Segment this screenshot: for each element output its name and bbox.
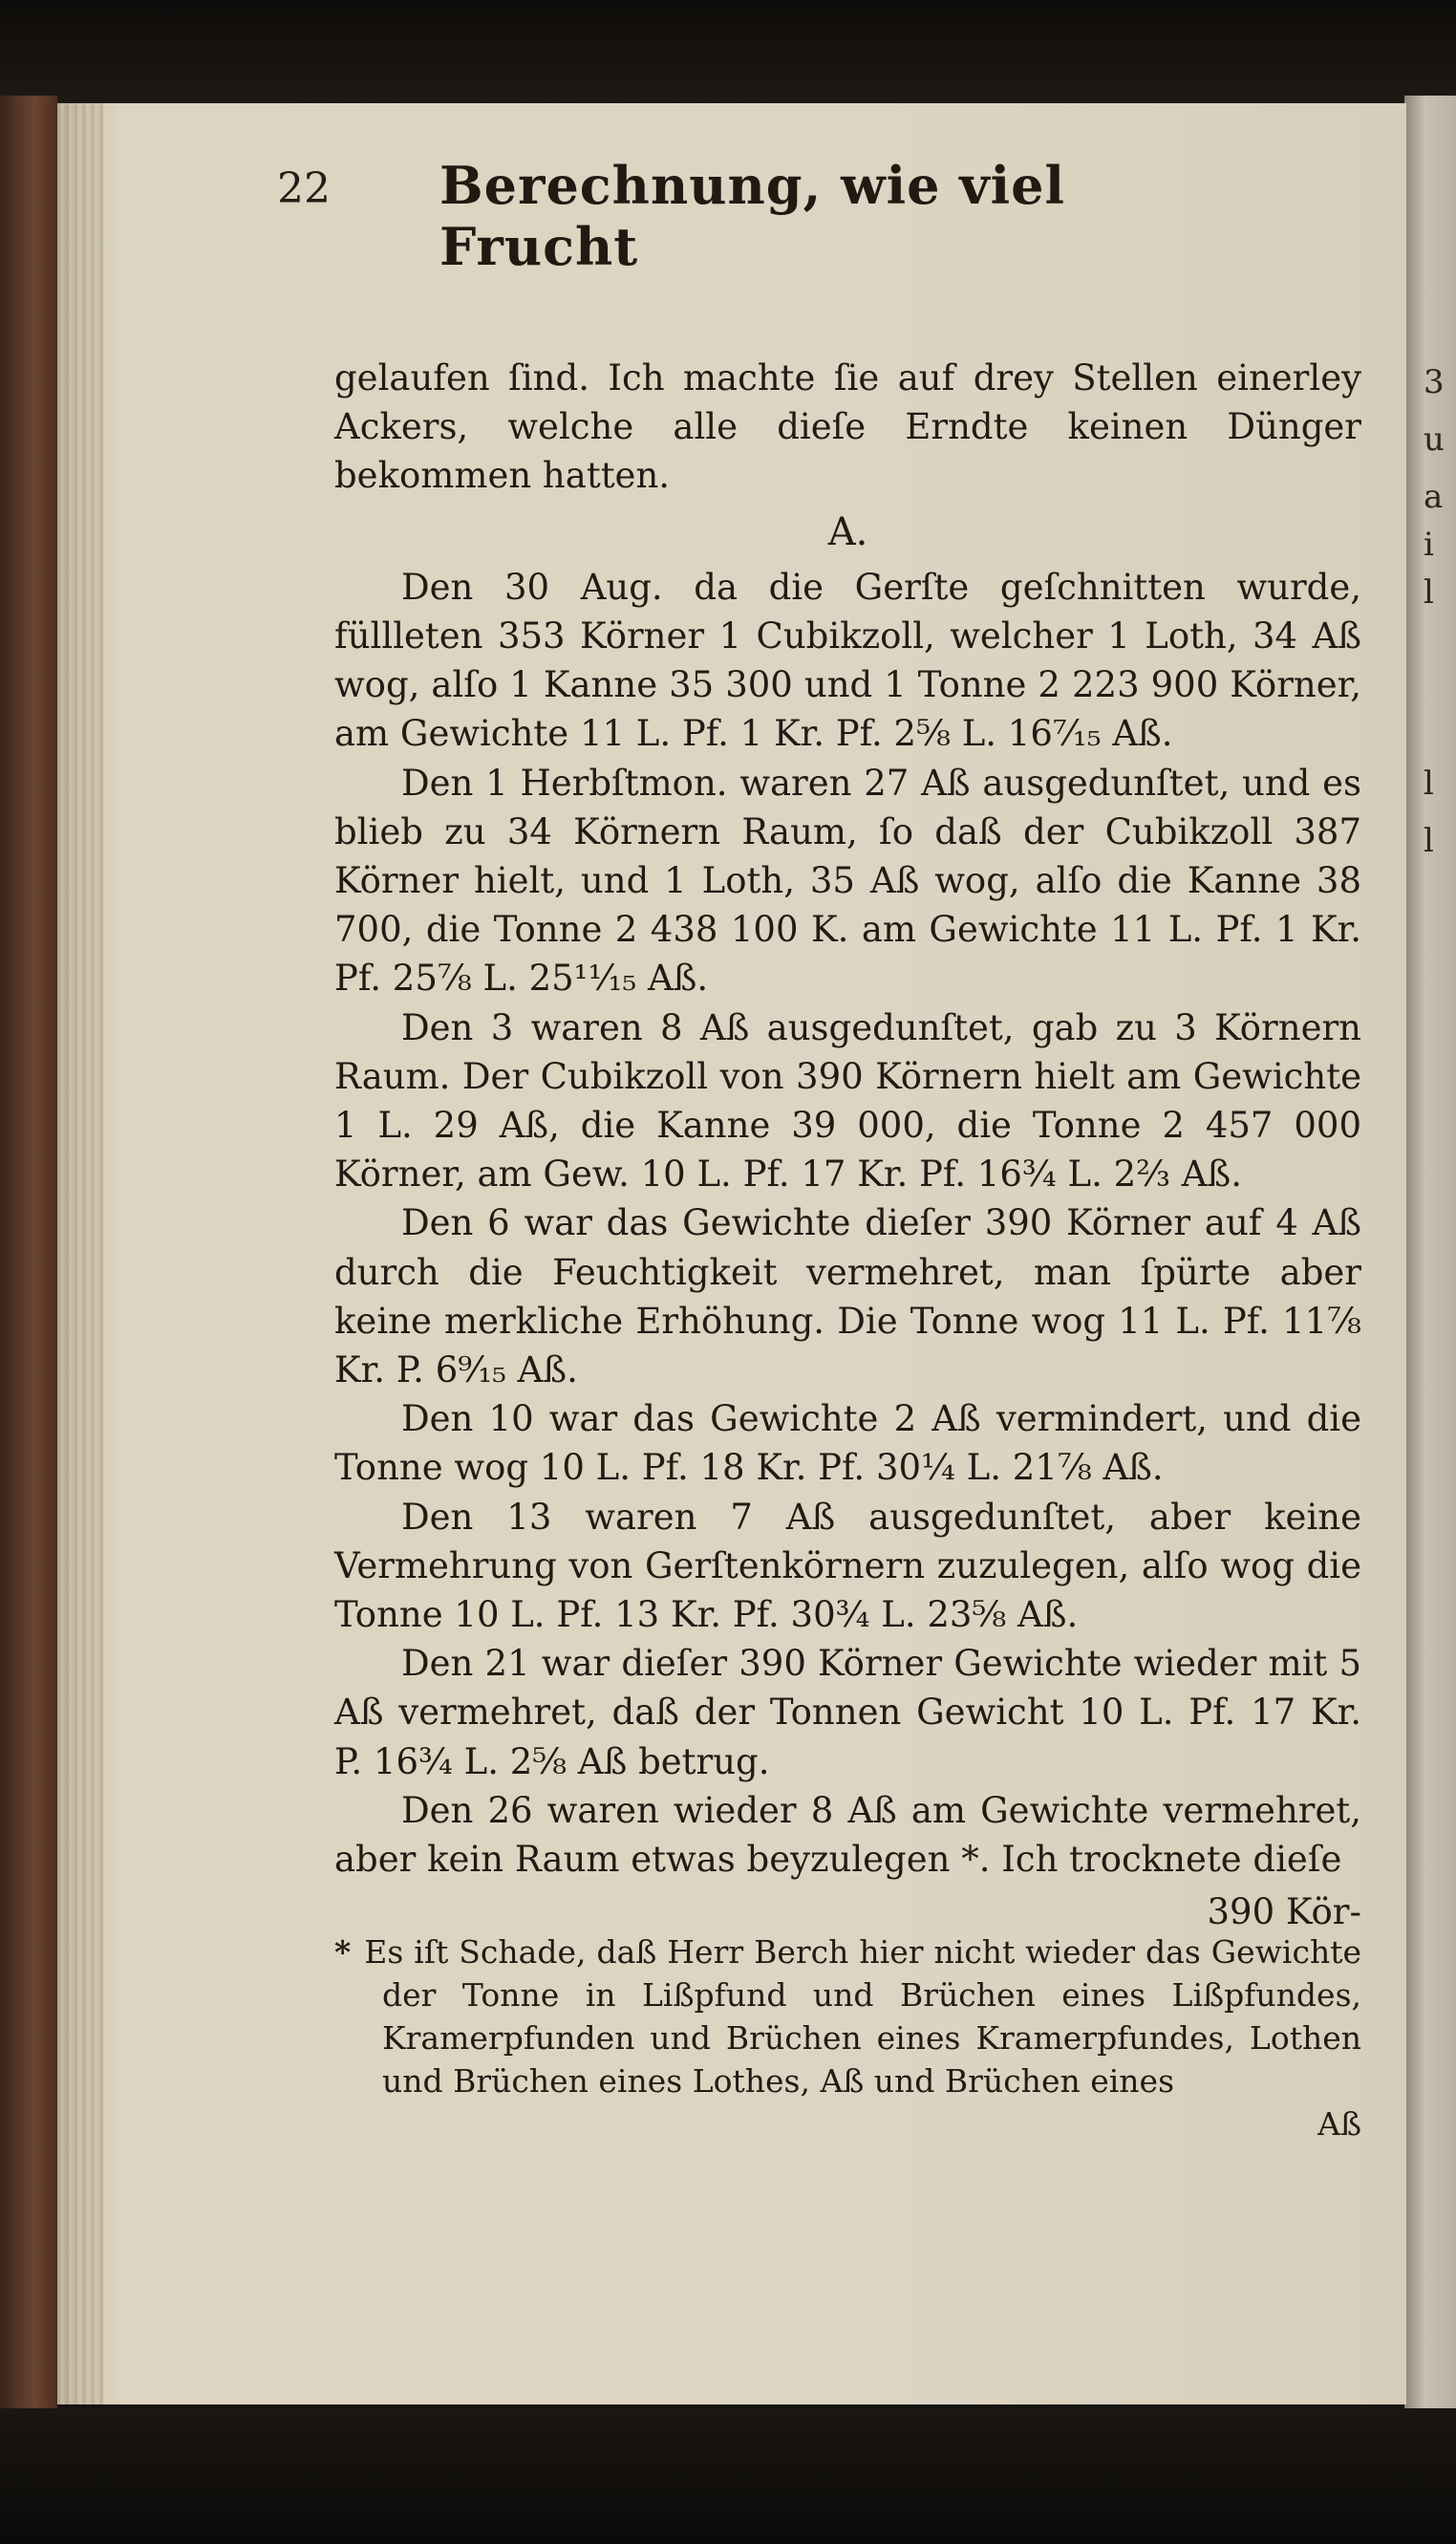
facing-page-letter: u [1424,420,1445,459]
book-cover-top [0,0,1456,105]
paragraph: Den 3 waren 8 Aß ausgedunſtet, gab zu 3 Körnern Raum. Der Cubikzoll von 390 Körnern hielt am Gewichte 1 L. 29 Aß, die Kanne 39 000, die Tonne 2 457 000 Körner, am Gew. 10 L. Pf. 17 Kr. Pf. 16¾ L. 2⅔ Aß. [334,1006,1361,1196]
paragraph: Den 10 war das Gewichte 2 Aß vermindert, und die Tonne wog 10 L. Pf. 18 Kr. Pf. 30¼ L. 21⅞ Aß. [334,1398,1361,1489]
section-mark: A. [827,509,868,554]
facing-page-letter: l [1424,822,1434,860]
paragraph: Den 6 war das Gewichte dieſer 390 Körner auf 4 Aß durch die Feuchtigkeit vermehret, man ſpürte aber keine merkliche Erhöhung. Die Tonne wog 11 L. Pf. 11⅞ Kr. P. 6⁹⁄₁₅ Aß. [334,1202,1361,1391]
facing-page-letter: l [1424,765,1434,803]
running-head: Berechnung, wie viel Frucht [439,155,1066,277]
footnote [334,1930,1361,2145]
body-text [334,354,1361,1937]
facing-page-letter: l [1424,573,1434,612]
facing-page-letter: 3 [1424,363,1445,401]
page-header [277,155,1185,277]
paragraph: Den 1 Herbſtmon. waren 27 Aß ausgedunſtet, und es blieb zu 34 Körnern Raum, ſo daß der Cubikzoll 387 Körner hielt, und 1 Loth, 35 Aß wog, alſo die Kanne 38 700, die Tonne 2 438 100 K. am Gewichte 11 L. Pf. 1 Kr. Pf. 25⅞ L. 25¹¹⁄₁₅ Aß. [334,762,1361,1000]
footnote-paragraph [334,1930,1361,2102]
facing-page-letter: a [1424,478,1444,516]
book-cover-bottom [0,2408,1456,2544]
footnote-marker: * [334,1933,352,1971]
paragraph: Den 26 waren wieder 8 Aß am Gewichte vermehret, aber kein Raum etwas beyzulegen *. Ich trocknete dieſe [334,1789,1361,1881]
facing-page-letter: i [1424,526,1434,564]
catchword: 390 Kör- [1207,1891,1361,1933]
page-gutter [57,103,103,2404]
book-cover-left [0,96,57,2408]
paragraph: Den 21 war dieſer 390 Körner Gewichte wieder mit 5 Aß vermehret, daß der Tonnen Gewicht 10 L. Pf. 17 Kr. P. 16¾ L. 2⅝ Aß betrug. [334,1643,1361,1782]
footnote-text: Es iſt Schade, daß Herr Berch hier nicht wieder das Gewichte der Tonne in Lißpfund und Brüchen eines Lißpfundes, Kramerpfunden und Brüchen eines Kramerpfundes, Lothen und Brüchen eines Lothes, Aß und Brüchen eines [364,1933,1361,2100]
paragraph: Den 13 waren 7 Aß ausgedunſtet, aber keine Vermehrung von Gerſtenkörnern zuzulegen, alſo wog die Tonne 10 L. Pf. 13 Kr. Pf. 30¾ L. 23⅝ Aß. [334,1496,1361,1636]
opening-paragraph: gelaufen ſind. Ich machte ſie auf drey Stellen einerley Ackers, welche alle dieſe Erndte keinen Dünger bekommen hatten. [334,357,1361,497]
footnote-catchword: Aß [1317,2105,1361,2143]
paragraph: Den 30 Aug. da die Gerſte geſchnitten wurde, füllleten 353 Körner 1 Cubikzoll, welcher 1 Loth, 34 Aß wog, alſo 1 Kanne 35 300 und 1 Tonne 2 223 900 Körner, am Gewichte 11 L. Pf. 1 Kr. Pf. 2⅝ L. 16⁷⁄₁₅ Aß. [334,566,1361,755]
page-number: 22 [277,164,331,213]
